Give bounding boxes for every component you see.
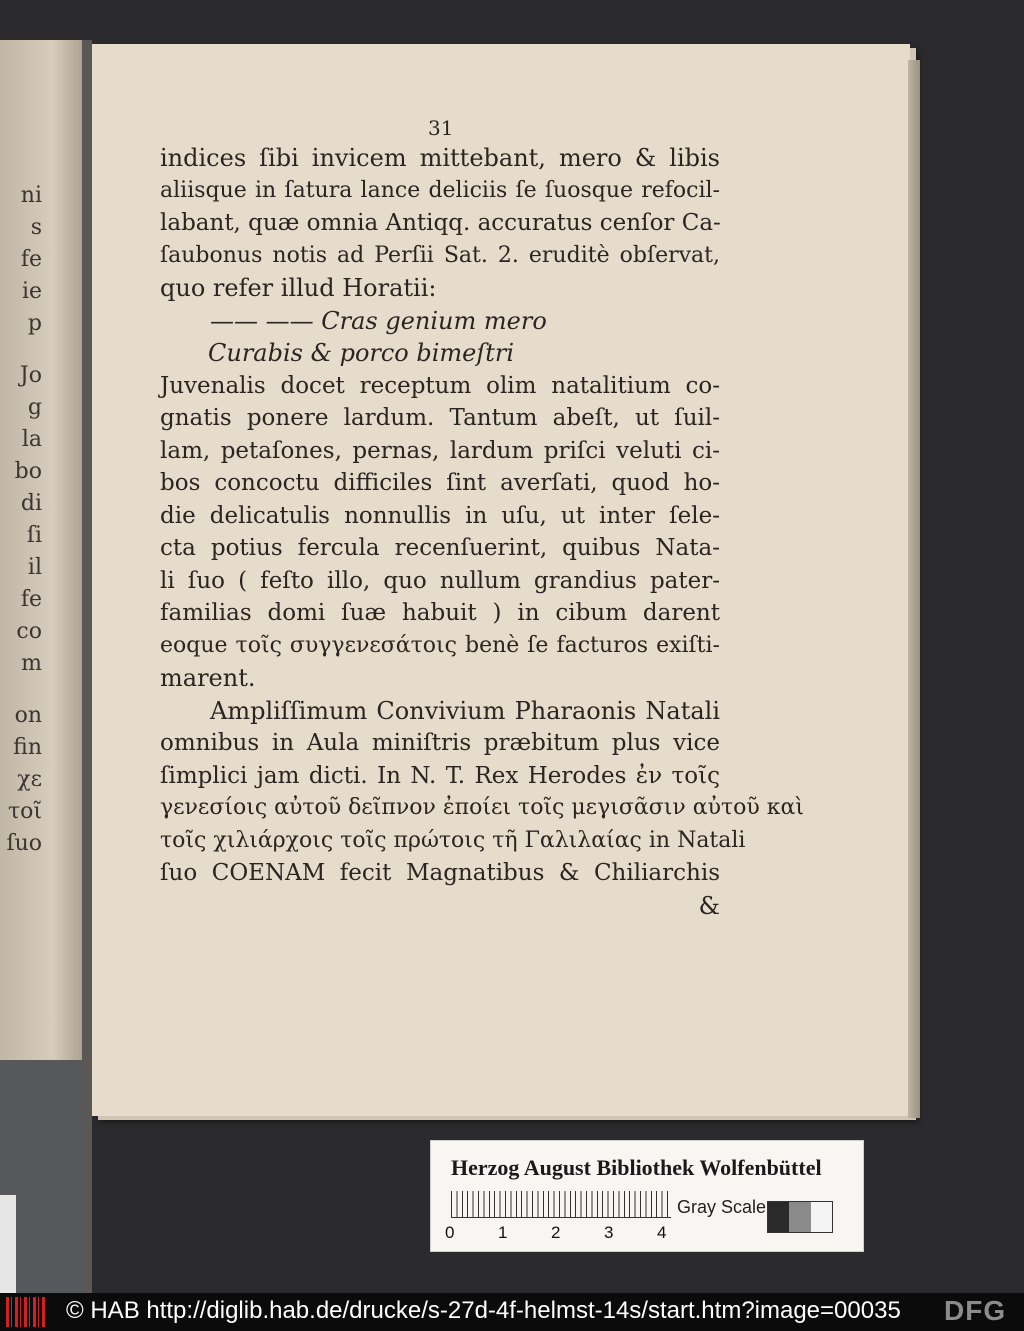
book-cover-edge — [0, 1060, 88, 1300]
ruler-number: 0 — [445, 1223, 455, 1242]
book-gutter — [82, 40, 92, 1300]
text-line: γενεσίοις αὐτοῦ δεῖπνον ἐποίει τοῖς μεγισᾶσιν αὐτοῦ καὶ — [160, 795, 804, 820]
fragment-line: χε — [17, 767, 42, 792]
dfg-logo: DFG — [944, 1295, 1007, 1326]
fragment-line: la — [21, 427, 42, 452]
text-line: lam, petaſones, pernas, lardum priſci veluti ci- — [160, 437, 720, 464]
text-line: aliisque in ſatura lance deliciis ſe ſuosque refocil- — [160, 177, 720, 203]
text-line: li ſuo ( feſto illo, quo nullum grandius pater- — [160, 567, 720, 594]
page-edge — [908, 60, 920, 1118]
gray-scale-label: Gray Scale — [677, 1197, 767, 1217]
fragment-line: τοῖ — [7, 799, 42, 824]
footer-bar — [0, 1293, 1024, 1331]
text-line: indices ſibi invicem mittebant, mero & libis — [160, 144, 720, 172]
previous-page-text-fragments — [0, 180, 46, 860]
fragment-line — [0, 680, 46, 700]
fragment-line: di — [20, 491, 42, 516]
fragment-line: m — [21, 651, 42, 676]
text-line: Ampliſſimum Convivium Pharaonis Natali — [210, 696, 720, 725]
text-line: & — [698, 891, 720, 920]
ruler-number: 2 — [551, 1223, 561, 1242]
text-line: omnibus in Aula miniſtris præbitum plus vice — [160, 730, 720, 756]
fragment-line: il — [27, 555, 42, 580]
text-line: ſimplici jam dicti. In N. T. Rex Herodes ἐν τοῖς — [160, 762, 720, 789]
fragment-line: Jo — [19, 363, 42, 388]
text-line: quo refer illud Horatii: — [160, 274, 437, 302]
fragment-line: g — [27, 395, 42, 420]
text-line: ſaubonus notis ad Perſii Sat. 2. eruditè obſervat, — [160, 242, 720, 268]
text-line: gnatis ponere lardum. Tantum abeſt, ut ſuil- — [160, 405, 720, 431]
text-line: cta potius fercula recenſuerint, quibus Nata- — [160, 535, 720, 561]
text-line: die delicatulis nonnullis in uſu, ut inter ſele- — [160, 502, 720, 529]
page-number: 31 — [428, 116, 454, 140]
text-line: familias domi ſuæ habuit ) in cibum darent — [160, 600, 720, 626]
scale-ruler — [451, 1191, 671, 1218]
text-line: bos concoctu difficiles ſint averſati, quod ho- — [160, 470, 720, 496]
fragment-line: fe — [20, 247, 42, 272]
library-color-card — [430, 1140, 864, 1252]
text-line: —— —— Cras genium mero — [210, 306, 547, 335]
copyright-url[interactable]: © HAB http://diglib.hab.de/drucke/s-27d-4f-helmst-14s/start.htm?image=00035 — [66, 1297, 901, 1324]
ruler-number: 1 — [498, 1223, 508, 1242]
fragment-line: p — [27, 311, 42, 336]
fragment-line: fe — [20, 587, 42, 612]
fragment-line: on — [14, 703, 42, 728]
gray-swatch — [789, 1202, 810, 1232]
text-line: ſuo COENAM fecit Magnatibus & Chiliarchis — [160, 860, 720, 886]
fragment-line: bo — [14, 459, 42, 484]
ruler-number: 4 — [657, 1223, 667, 1242]
ruler-number: 3 — [604, 1223, 614, 1242]
fragment-line: co — [16, 619, 42, 644]
text-line: marent. — [160, 664, 256, 692]
fragment-line — [0, 340, 46, 360]
text-line: eoque τοῖς συγγενεσάτοις benè ſe facturos exiſti- — [160, 632, 720, 658]
library-name: Herzog August Bibliothek Wolfenbüttel — [451, 1155, 822, 1180]
page-text — [160, 142, 804, 922]
fragment-line: fin — [13, 735, 42, 760]
text-line: labant, quæ omnia Antiqq. accuratus cenſor Ca- — [160, 210, 721, 236]
hab-barcode-icon — [6, 1297, 46, 1327]
gray-swatch — [768, 1202, 789, 1232]
fragment-line: ni — [20, 183, 42, 208]
fragment-line: ſuo — [6, 831, 42, 856]
fragment-line: s — [30, 215, 42, 240]
gray-scale-swatches — [767, 1201, 833, 1233]
fragment-line: ie — [21, 279, 42, 304]
fragment-line: ſi — [26, 523, 42, 548]
text-line: τοῖς χιλιάρχοις τοῖς πρώτοις τῆ Γαλιλαίας in Natali — [160, 827, 746, 853]
text-line: Juvenalis docet receptum olim natalitium co- — [160, 372, 720, 399]
text-line: Curabis & porco bimeſtri — [208, 339, 515, 367]
gray-swatch — [811, 1202, 832, 1232]
